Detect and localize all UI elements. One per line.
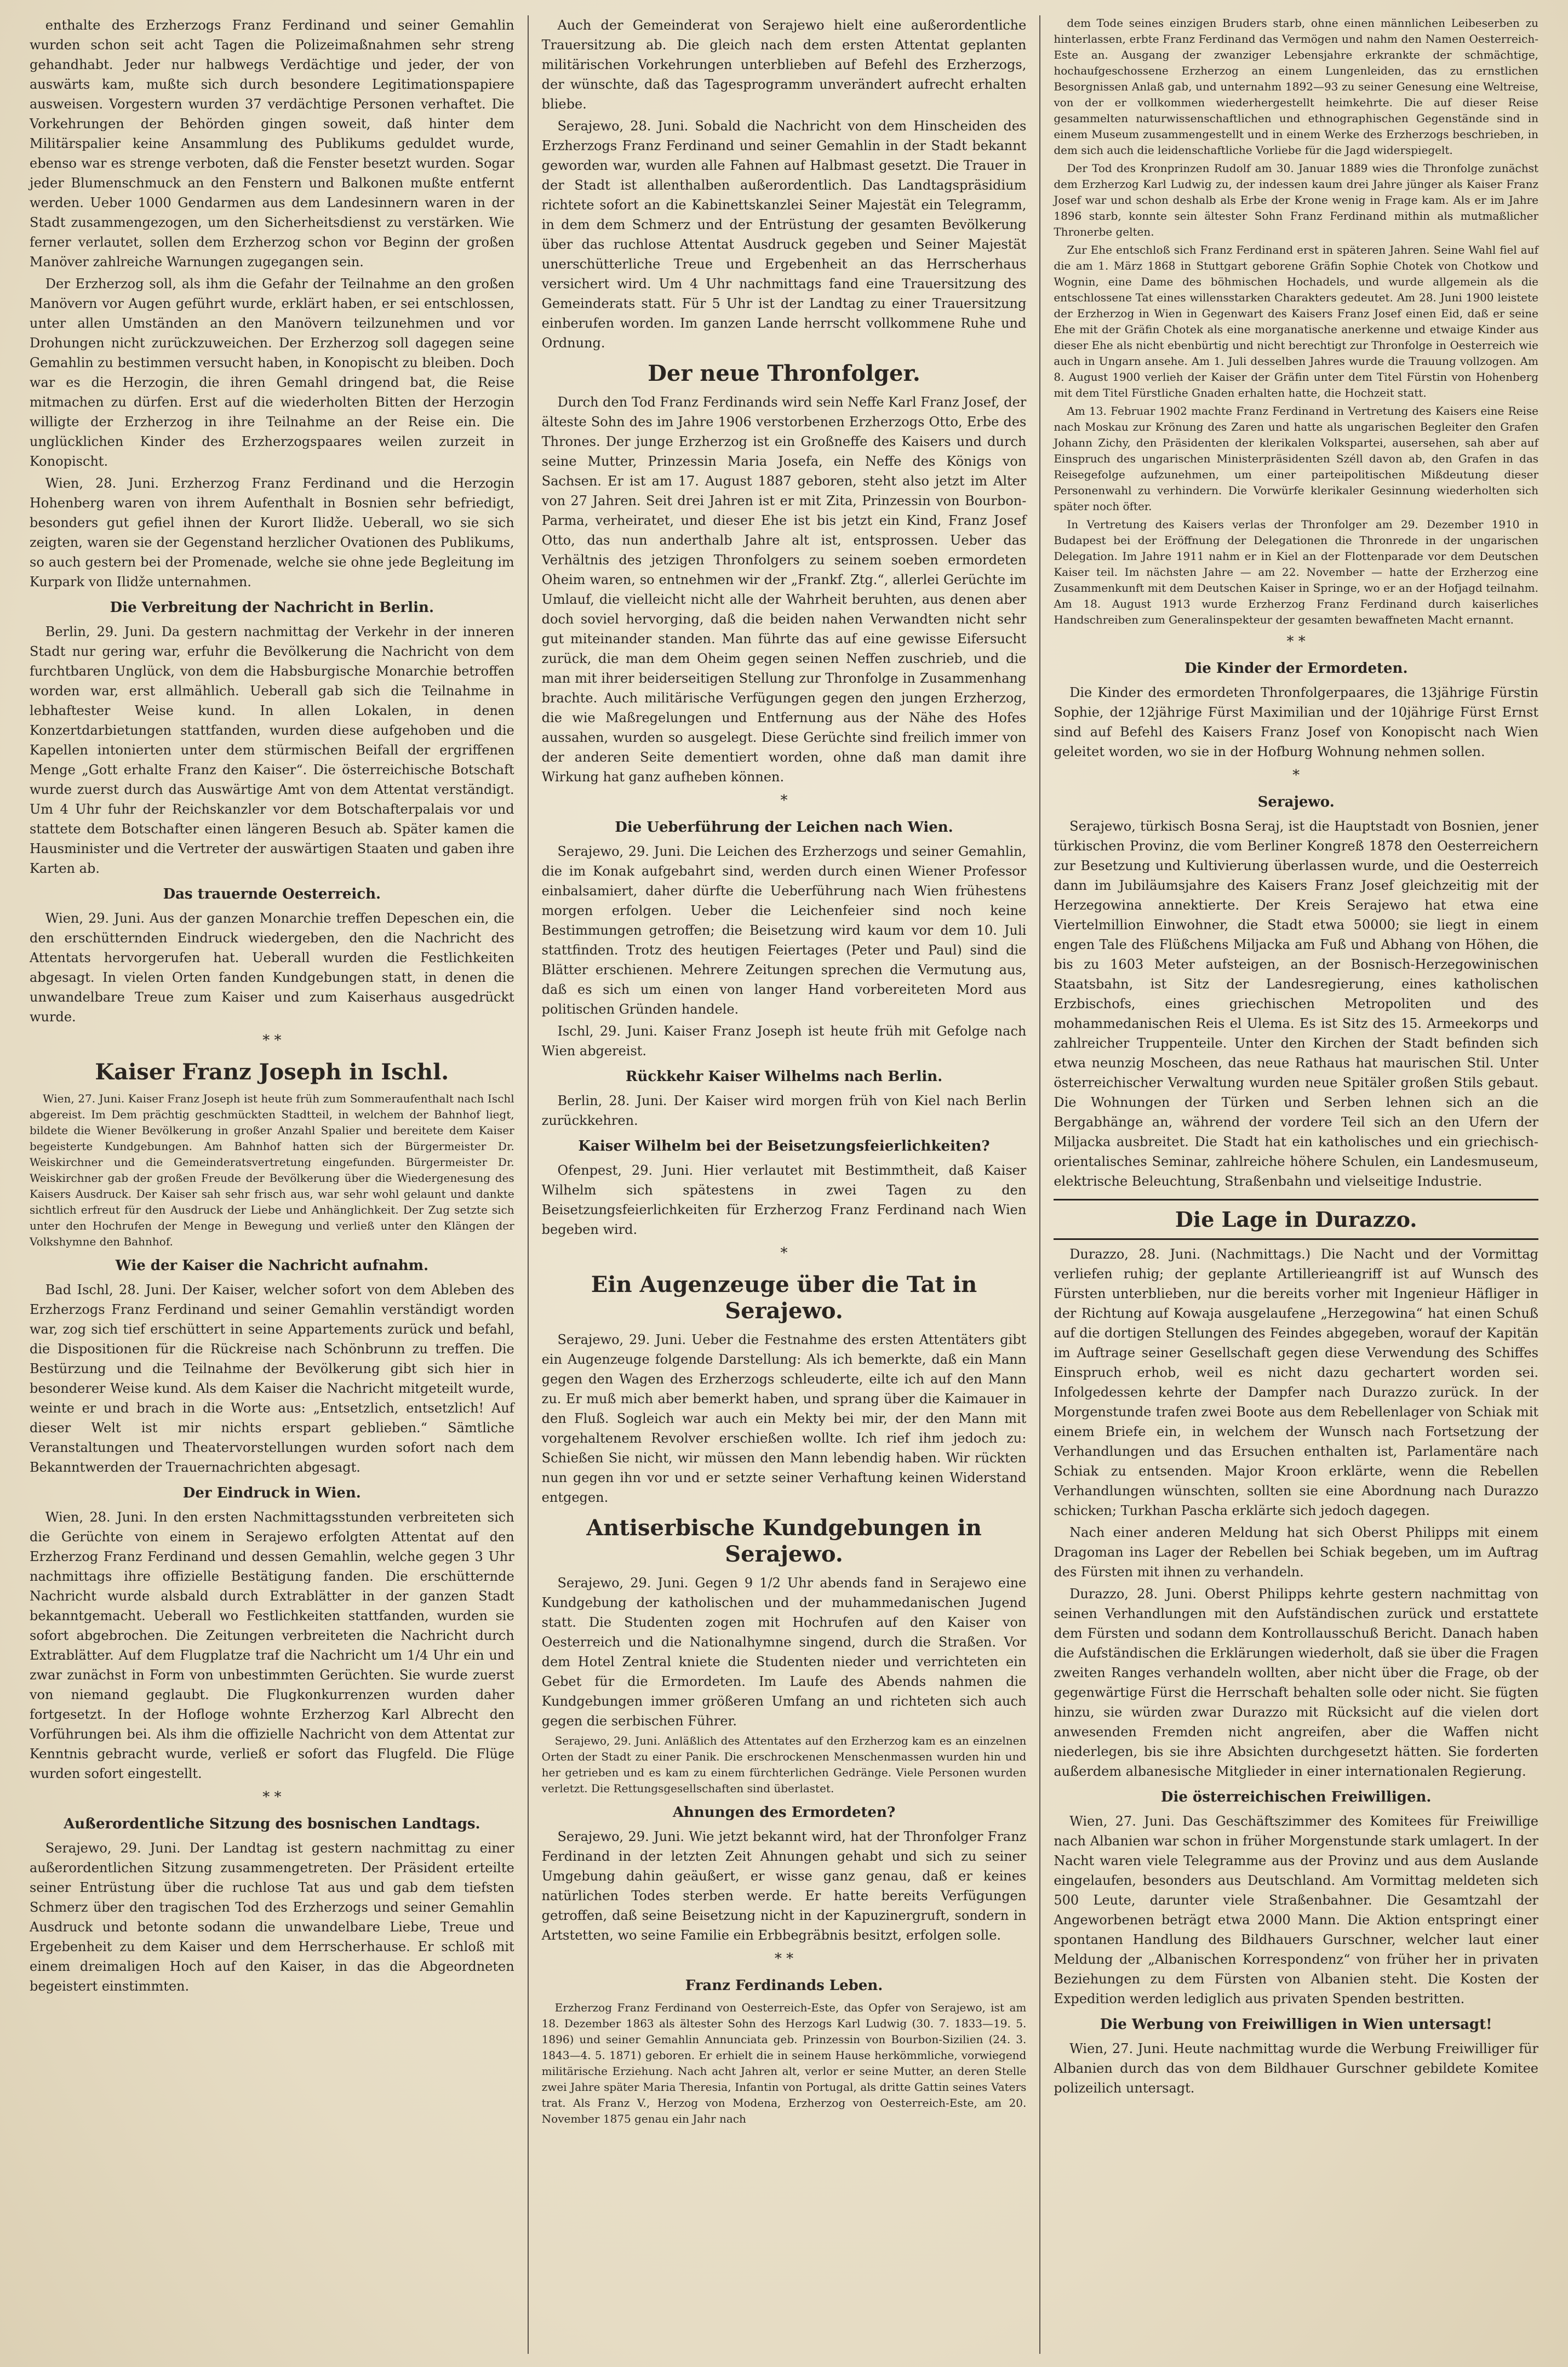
section-heading: Serajewo.	[1257, 794, 1335, 810]
section-heading: Die Ueberführung der Leichen nach Wien.	[615, 819, 953, 836]
section-heading: Die österreichischen Freiwilligen.	[1160, 1789, 1432, 1805]
separator-stars: *	[1292, 767, 1300, 784]
headline: Die Lage in Durazzo.	[1054, 1199, 1538, 1240]
section-heading: Der Eindruck in Wien.	[182, 1485, 361, 1501]
article-text: Serajewo, 29. Juni. Die Leichen des Erzherzogs und seiner Gemahlin, die im Konak aufgebahrt sind, werden durch einen Wiener Professor einbalsamiert, daher dürfte die Ueberführung nach Wien frühestens morgen erfolgen. Ueber die Leichenfeier sind noch keine Bestimmungen getroffen; die Beisetzung wird kaum vor dem 10. Juli stattfinden. Trotz des heutigen Feiertages (Peter und Paul) sind die Blätter erschienen. Mehrere Zeitungen sprechen die Vermutung aus, daß es sich um einen von langer Hand vorbereiteten Mord aus politischen Gründen handele.	[541, 844, 1027, 1017]
article-text: Die Kinder des ermordeten Thronfolgerpaares, die 13jährige Fürstin Sophie, der 12jährige Fürst Maximilian und der 10jährige Fürst Ernst sind auf Befehl des Kaisers Franz Josef von Konopischt nach Wien geleitet worden, wo sie in der Hofburg Wohnung nehmen sollen.	[1054, 685, 1539, 759]
article-text: Der Tod des Kronprinzen Rudolf am 30. Januar 1889 wies die Thronfolge zunächst dem Erzherzog Karl Ludwig zu, der indessen kaum drei Jahre jünger als Kaiser Franz Josef war und schon deshalb als Erbe der Krone wenig in Frage kam. Als er im Jahre 1896 starb, konnte sein ältester Sohn Franz Ferdinand mithin als mutmaßlicher Thronerbe gelten.	[1054, 162, 1539, 238]
column-1	[16, 15, 528, 2354]
column-3	[1040, 15, 1552, 2354]
article-text: Berlin, 29. Juni. Da gestern nachmittag der Verkehr in der inneren Stadt nur gering war, erfuhr die Bevölkerung die Nachricht von dem furchtbaren Unglück, von dem die Habsburgische Monarchie betroffen worden war, erst allmählich. Ueberall gab sich die Teilnahme in lebhaftester Weise kund. In allen Lokalen, in denen Konzertdarbietungen stattfanden, wurden diese aufgehoben und die Kapellen intonierten unter dem stürmischen Beifall der ergriffenen Menge „Gott erhalte Franz den Kaiser“. Die österreichische Botschaft wurde zuerst durch das Auswärtige Amt von dem Attentat verständigt. Um 4 Uhr fuhr der Reichskanzler vor dem Botschafterpalais vor und stattete dem Botschafter einen längeren Besuch ab. Später kamen die Hausminister und die Vertreter der auswärtigen Staaten und gaben ihre Karten ab.	[30, 624, 514, 876]
article-text: Ofenpest, 29. Juni. Hier verlautet mit Bestimmtheit, daß Kaiser Wilhelm sich spätestens in zwei Tagen zu den Beisetzungsfeierlichkeiten für Erzherzog Franz Ferdinand nach Wien begeben wird.	[541, 1163, 1027, 1237]
separator-stars: * *	[1286, 633, 1306, 650]
article-text: Serajewo, 29. Juni. Gegen 9 1/2 Uhr abends fand in Serajewo eine Kundgebung der katholischen und der muhammedanischen Jugend statt. Die Studenten zogen mit Hochrufen auf den Kaiser von Oesterreich und die Nationalhymne singend, durch die Straßen. Vor dem Hotel Zentral kniete die Studenten nieder und verrichteten ein Gebet für die Ermordeten. Im Laufe des Abends nahmen die Kundgebungen immer größeren Umfang an und richteten sich auch gegen die serbischen Führer.	[541, 1575, 1027, 1729]
article-text: Wien, 27. Juni. Kaiser Franz Joseph ist heute früh zum Sommeraufenthalt nach Ischl abgereist. Im Dem prächtig geschmückten Stadtteil, in welchem der Bahnhof liegt, bildete die Wiener Bevölkerung in großer Anzahl Spalier und bereitete dem Kaiser begeisterte Kundgebungen. Am Bahnhof hatten sich der Bürgermeister Dr. Weiskirchner und die Gemeinderatsvertretung eingefunden. Bürgermeister Dr. Weiskirchner gab der großen Freude der Bevölkerung über die Wiedergenesung des Kaisers Ausdruck. Der Kaiser sah sehr frisch aus, war sehr wohl gelaunt und dankte sichtlich erfreut für den Ausdruck der Liebe und Anhänglichkeit. Der Zug setzte sich unter den Hochrufen der Menge in Bewegung und verließ unter den Klängen der Volkshymne den Bahnhof.	[30, 1092, 514, 1248]
article-text: Ischl, 29. Juni. Kaiser Franz Joseph ist heute früh mit Gefolge nach Wien abgereist.	[541, 1024, 1027, 1059]
section-heading: Rückkehr Kaiser Wilhelms nach Berlin.	[625, 1068, 943, 1085]
article-text: Wien, 28. Juni. In den ersten Nachmittagsstunden verbreiteten sich die Gerüchte von einem in Serajewo erfolgten Attentat auf den Erzherzog Franz Ferdinand und dessen Gemahlin, welche gegen 3 Uhr nachmittags ihre offizielle Bestätigung fanden. Die erschütternde Nachricht wurde alsbald durch Extrablätter in der ganzen Stadt bekanntgemacht. Ueberall wo Festlichkeiten stattfanden, wurden sie sofort abgebrochen. Die Zeitungen verbreiteten die Nachricht durch Extrablätter. Auf dem Flugplatze traf die Nachricht um 1/4 Uhr ein und zwar zunächst in Form von unbestimmten Gerüchten. Sie wurde zuerst von niemand geglaubt. Die Flugkonkurrenzen wurden daher fortgesetzt. In der Hofloge wohnte Erzherzog Karl Albrecht den Vorführungen bei. Als ihm die offizielle Nachricht von dem Attentat zur Kenntnis gebracht wurde, verließ er sofort das Flugfeld. Die Flüge wurden sofort eingestellt.	[30, 1510, 514, 1781]
article-text: Der Erzherzog soll, als ihm die Gefahr der Teilnahme an den großen Manövern vor Augen geführt wurde, erklärt haben, er sei entschlossen, unter allen Umständen an den Manövern teilzunehmen und vor Drohungen nicht zurückzuweichen. Der Erzherzog soll dagegen seine Gemahlin zu bestimmen versucht haben, in Konopischt zu bleiben. Doch war es die Herzogin, die ihren Gemahl dringend bat, die Reise mitmachen zu dürfen. Erst auf die wiederholten Bitten der Herzogin willigte der Erzherzog in ihre Teilnahme an der Reise ein. Die unglücklichen Kinder des Erzherzogspaares weilen zurzeit in Konopischt.	[30, 276, 514, 469]
article-text: Auch der Gemeinderat von Serajewo hielt eine außerordentliche Trauersitzung ab. Die gleich nach dem ersten Attentat geplanten militärischen Vorkehrungen unterblieben auf Befehl des Erzherzogs, der wünschte, daß das Tagesprogramm unverändert aufrecht erhalten bliebe.	[541, 18, 1027, 112]
separator-stars: * *	[262, 1032, 282, 1049]
article-text: Durch den Tod Franz Ferdinands wird sein Neffe Karl Franz Josef, der älteste Sohn des im Jahre 1906 verstorbenen Erzherzogs Otto, Erbe des Thrones. Der junge Erzherzog ist ein Großneffe des Kaisers und durch seine Mutter, Prinzessin Maria Josefa, ein Neffe des Königs von Sachsen. Er ist am 17. August 1887 geboren, steht also jetzt im Alter von 27 Jahren. Seit drei Jahren ist er mit Zita, Prinzessin von Bourbon-Parma, verheiratet, und dieser Ehe ist bis jetzt ein Kind, Franz Josef Otto, das nun anderthalb Jahre alt ist, entsprossen. Ueber das Verhältnis des jetzigen Thronfolgers zu seinem soeben ermordeten Oheim waren, so entnehmen wir der „Frankf. Ztg.“, allerlei Gerüchte im Umlauf, die vielleicht nicht alle der Wahrheit beruhten, aus denen aber doch soviel hervorging, daß die beiden nahen Verwandten nicht sehr gut miteinander standen. Man führte das auf eine gewisse Eifersucht zurück, die man dem Oheim gegen seinen Neffen zuschrieb, und die man mit ihrer beiderseitigen Stellung zur Thronfolge in Zusammenhang brachte. Auch militärische Verfügungen gegen den jungen Erzherzog, die wie Maßregelungen und Entfernung aus der Nähe des Hofes aussahen, wurden so ausgelegt. Diese Gerüchte sind freilich immer von der anderen Seite dementiert worden, ohne daß man damit ihre Wirkung hat ganz aufheben können.	[541, 395, 1027, 785]
article-text: dem Tode seines einzigen Bruders starb, ohne einen männlichen Leibeserben zu hinterlassen, erbte Franz Ferdinand das Vermögen und nahm den Namen Oesterreich-Este an. Ausgang der zwanziger Lebensjahre erkrankte der schmächtige, hochaufgeschossene Erzherzog an einem Lungenleiden, das zu ernstlichen Besorgnissen Anlaß gab, und unternahm 1892—93 zu seiner Genesung eine Weltreise, von der er vollkommen wiederhergestellt heimkehrte. Die auf dieser Reise gesammelten naturwissenschaftlichen und ethnographischen Gegenstände sind in einem Museum zusammengestellt und in einem Werke des Erzherzogs beschrieben, in dem sich auch die leidenschaftliche Vorliebe für die Jagd widerspiegelt.	[1054, 16, 1539, 157]
article-text: Bad Ischl, 28. Juni. Der Kaiser, welcher sofort von dem Ableben des Erzherzogs Franz Ferdinand und seiner Gemahlin verständigt worden war, zog sich tief erschüttert in seine Appartements zurück und befahl, die Dispositionen für die Rückreise nach Schönbrunn zu treffen. Die Bestürzung und die Teilnahme der Bevölkerung gibt sich hier in besonderer Weise kund. Als dem Kaiser die Nachricht mitgeteilt wurde, weinte er und brach in die Worte aus: „Entsetzlich, entsetzlich! Auf dieser Welt ist mir nichts erspart geblieben.“ Sämtliche Veranstaltungen und Theatervorstellungen wurden sofort nach dem Bekanntwerden der Trauernachrichten abgesagt.	[30, 1282, 514, 1475]
separator-stars: * *	[774, 1951, 794, 1967]
article-text: Wien, 27. Juni. Das Geschäftszimmer des Komitees für Freiwillige nach Albanien war schon in früher Morgenstunde stark umlagert. In der Nacht waren viele Telegramme aus der Provinz und aus dem Auslande eingelaufen, besonders aus Deutschland. Am Vormittag meldeten sich 500 Leute, darunter viele Straßenbahner. Die Gesamtzahl der Angeworbenen beträgt etwa 2000 Mann. Die Aktion entspringt einer spontanen Handlung des Bildhauers Gurschner, welcher laut einer Meldung der „Albanischen Korrespondenz“ von früher her in privaten Beziehungen zu dem Fürsten von Albanien steht. Die Kosten der Expedition werden lediglich aus privaten Spenden bestritten.	[1054, 1814, 1539, 2006]
article-text: Durazzo, 28. Juni. (Nachmittags.) Die Nacht und der Vormittag verliefen ruhig; der geplante Artillerieangriff ist auf Wunsch des Fürsten unterblieben, nur die bereits vorher mit Ingenieur Häfliger in der Richtung auf Kowaja ausgelaufene „Herzegowina“ hat einen Schuß auf die dortigen Stellungen des Feindes abgegeben, worauf der Kapitän im Auftrage seiner Gesellschaft gegen diese Verwendung des Schiffes Einspruch erhob, weil es nicht dazu gechartert worden sei. Infolgedessen kehrte der Dampfer nach Durazzo zurück. In der Morgenstunde trafen zwei Boote aus dem Rebellenlager von Schiak mit einem Briefe ein, in welchem der Wunsch nach Fortsetzung der Verhandlungen und das Ersuchen enthalten ist, Parlamentäre nach Schiak zu entsenden. Major Kroon erklärte, wenn die Rebellen Verhandlungen wünschten, sollten sie eine Abordnung nach Durazzo schicken; Turkhan Pascha erklärte sich jedoch dagegen.	[1054, 1247, 1539, 1518]
headline: Kaiser Franz Joseph in Ischl.	[95, 1059, 449, 1085]
article-text: Serajewo, 29. Juni. Wie jetzt bekannt wird, hat der Thronfolger Franz Ferdinand in der letzten Zeit Ahnungen gehabt und sich zu seiner Umgebung dahin geäußert, er wisse ganz genau, daß er keines natürlichen Todes sterben werde. Er hatte bereits Verfügungen getroffen, daß seine Beisetzung nicht in der Kapuzinergruft, sondern in Artstetten, wo seine Familie ein Erbbegräbnis besitzt, erfolgen solle.	[541, 1829, 1027, 1943]
article-text: In Vertretung des Kaisers verlas der Thronfolger am 29. Dezember 1910 in Budapest bei der Eröffnung der Delegationen die Thronrede in der ungarischen Delegation. Im Jahre 1911 nahm er in Kiel an der Flottenparade vor dem Deutschen Kaiser teil. Im nächsten Jahre — am 22. November — hatte der Erzherzog eine Zusammenkunft mit dem Deutschen Kaiser in Springe, wo er an der Hofjagd teilnahm. Am 18. August 1913 wurde Erzherzog Franz Ferdinand durch kaiserliches Handschreiben zum Generalinspekteur der gesamten bewaffneten Macht ernannt.	[1054, 518, 1539, 626]
section-heading: Die Verbreitung der Nachricht in Berlin.	[110, 599, 434, 616]
section-heading: Das trauernde Oesterreich.	[163, 886, 381, 902]
section-heading: Wie der Kaiser die Nachricht aufnahm.	[115, 1257, 429, 1274]
section-heading: Ahnungen des Ermordeten?	[672, 1804, 896, 1821]
article-text: Serajewo, 29. Juni. Ueber die Festnahme des ersten Attentäters gibt ein Augenzeuge folgende Darstellung: Als ich bemerkte, daß ein Mann gegen den Wagen des Erzherzogs schleuderte, eilte ich auf den Mann zu. Er muß mich aber bemerkt haben, und sprang über die Kaimauer in den Fluß. Sogleich war auch ein Mekty bei mir, der den Mann mit vorgehaltenem Revolver erschießen wollte. Ich rief ihm jedoch zu: Schießen Sie nicht, wir müssen den Mann lebendig haben. Wir rückten nun gegen ihn vor und er setzte seiner Verhaftung keinen Widerstand entgegen.	[541, 1332, 1027, 1505]
article-text: enthalte des Erzherzogs Franz Ferdinand und seiner Gemahlin wurden schon seit acht Tagen die Polizeimaßnahmen sehr streng gehandhabt. Jeder nur halbwegs Verdächtige und jeder, der von auswärts kam, mußte sich durch besondere Legitimationspapiere ausweisen. Vorgestern wurden 37 verdächtige Personen verhaftet. Die Vorkehrungen der Behörden gingen soweit, daß hinter dem Militärspalier keine Ansammlung des Publikums geduldet wurde, ebenso war es strenge verboten, daß die Fenster besetzt wurden. Sogar jeder Blumenschmuck an den Fenstern und Balkonen mußte entfernt werden. Ueber 1000 Gendarmen aus dem Landesinnern waren in der Stadt zusammengezogen, um den Sicherheitsdienst zu verstärken. Wie ferner verlautet, sollen dem Erzherzog schon vor Beginn der großen Manöver zahlreiche Warnungen zugegangen sein.	[30, 18, 514, 270]
article-text: Serajewo, türkisch Bosna Seraj, ist die Hauptstadt von Bosnien, jener türkischen Provinz, die vom Berliner Kongreß 1878 den Oesterreichern zur Besetzung und Kultivierung überlassen wurde, und die Oesterreich dann im Jubiläumsjahre des Kaisers Franz Josef gleichzeitig mit der Herzegowina annektierte. Der Kreis Serajewo hat etwa eine Viertelmillion Einwohner, die Stadt etwa 50000; sie liegt in einem engen Tale des Flüßchens Miljacka am Fuß und Abhang von Höhen, die bis zu 1603 Meter aufsteigen, an der Bosnisch-Herzegowinischen Staatsbahn, ist Sitz der Landesregierung, eines katholischen Erzbischofs, eines griechischen Metropoliten und des mohammedanischen Reis el Ulema. Es ist Sitz des 15. Armeekorps und zahlreicher Truppenteile. Unter den Kirchen der Stadt befinden sich etwa neunzig Moscheen, das neue Rathaus hat maurischen Stil. Unter österreichischer Verwaltung wurden neue Spitäler großen Stils gebaut. Die Wohnungen der Türken und Serben lehnen sich an die Bergabhänge an, während der vordere Teil sich an den Ufern der Miljacka ausbreitet. Die Stadt hat ein katholisches und ein griechisch-orientalisches Seminar, zahlreiche höhere Schulen, ein Landesmuseum, elektrische Beleuchtung, Straßenbahn und vielseitige Industrie.	[1054, 819, 1539, 1189]
column-2	[529, 15, 1040, 2354]
article-text: Wien, 28. Juni. Erzherzog Franz Ferdinand und die Herzogin Hohenberg waren von ihrem Aufenthalt in Bosnien sehr befriedigt, besonders gut gefiel ihnen der Kurort Ilidže. Ueberall, wo sie sich zeigten, waren sie der Gegenstand herzlicher Ovationen des Publikums, so auch gestern bei der Promenade, welche sie ohne jede Begleitung im Kurpark von Ilidže unternahmen.	[30, 476, 514, 590]
article-text: Serajewo, 29. Juni. Anläßlich des Attentates auf den Erzherzog kam es an einzelnen Orten der Stadt zu einer Panik. Die erschrockenen Menschenmassen wurden hin und her getrieben und es kam zu einem fürchterlichen Gedränge. Viele Personen wurden verletzt. Die Rettungsgesellschaften sind überlastet.	[541, 1734, 1027, 1795]
section-heading: Die Werbung von Freiwilligen in Wien untersagt!	[1100, 2016, 1492, 2033]
article-text: Zur Ehe entschloß sich Franz Ferdinand erst in späteren Jahren. Seine Wahl fiel auf die am 1. März 1868 in Stuttgart geborene Gräfin Sophie Chotek von Chotkow und Wognin, eine Dame des böhmischen Hochadels, und wurde allgemein als die entschlossene Tat eines willensstarken Charakters gedeutet. Am 28. Juni 1900 leistete der Erzherzog in Wien in Gegenwart des Kaisers Franz Josef einen Eid, daß er seine Ehe mit der Gräfin Chotek als eine morganatische anerkenne und etwaige Kinder aus dieser Ehe als nicht ebenbürtig und nicht berechtigt zur Thronfolge in Oesterreich wie auch in Ungarn ansehe. Am 1. Juli desselben Jahres wurde die Trauung vollzogen. Am 8. August 1900 verlieh der Kaiser der Gräfin unter dem Titel Fürstin von Hohenberg mit dem Titel Fürstliche Gnaden erhalten hatte, die Hochzeit statt.	[1054, 243, 1539, 399]
headline: Ein Augenzeuge über die Tat in Serajewo.	[591, 1272, 977, 1324]
section-heading: Franz Ferdinands Leben.	[685, 1977, 883, 1994]
article-text: Wien, 27. Juni. Heute nachmittag wurde die Werbung Freiwilliger für Albanien durch das von dem Bildhauer Gurschner gebildete Komitee polizeilich untersagt.	[1054, 2041, 1539, 2096]
article-text: Am 13. Februar 1902 machte Franz Ferdinand in Vertretung des Kaisers eine Reise nach Moskau zur Krönung des Zaren und hatte als ungarischen Begleiter den Grafen Johann Zichy, den Präsidenten der klerikalen Volkspartei, ausersehen, sah aber auf Einspruch des ungarischen Ministerpräsidenten Széll davon ab, den Grafen in das Reisegefolge aufzunehmen, um einer parteipolitischen Mißdeutung dieser Personenwahl zu verhindern. Die Vorwürfe klerikaler Gesinnung wiederholten sich später noch öfter.	[1054, 404, 1539, 513]
article-text: Erzherzog Franz Ferdinand von Oesterreich-Este, das Opfer von Serajewo, ist am 18. Dezember 1863 als ältester Sohn des Herzogs Karl Ludwig (30. 7. 1833—19. 5. 1896) und seiner Gemahlin Annunciata geb. Prinzessin von Bourbon-Sizilien (24. 3. 1843—4. 5. 1871) geboren. Er erhielt die in seinem Hause herkömmliche, vorwiegend militärische Erziehung. Nach acht Jahren alt, verlor er seine Mutter, an deren Stelle zwei Jahre später Maria Theresia, Infantin von Portugal, als dritte Gattin seines Vaters trat. Als Franz V., Herzog von Modena, Erzherzog von Oesterreich-Este, am 20. November 1875 genau ein Jahr nach	[541, 2001, 1027, 2125]
separator-stars: *	[780, 792, 788, 809]
article-text: Serajewo, 29. Juni. Der Landtag ist gestern nachmittag zu einer außerordentlichen Sitzung zusammengetreten. Der Präsident erteilte seiner Entrüstung über die ruchlose Tat aus und gab dem tiefsten Schmerz über den tragischen Tod des Erzherzogs und seiner Gemahlin Ausdruck und betonte sodann die unwandelbare Liebe, Treue und Ergebenheit zu dem Kaiser und dem Herrscherhause. Er schloß mit einem dreimaligen Hoch auf den Kaiser, in das die Abgeordneten begeistert einstimmten.	[30, 1840, 514, 1994]
article-text: Nach einer anderen Meldung hat sich Oberst Philipps mit einem Dragoman ins Lager der Rebellen bei Schiak begeben, um im Auftrag des Fürsten mit ihnen zu verhandeln.	[1054, 1525, 1539, 1580]
section-heading: Kaiser Wilhelm bei der Beisetzungsfeierlichkeiten?	[578, 1138, 990, 1154]
article-text: Durazzo, 28. Juni. Oberst Philipps kehrte gestern nachmittag von seinen Verhandlungen mit den Aufständischen zurück und erstattete dem Fürsten und sodann dem Kontrollausschuß Bericht. Danach haben die Aufständischen die Erklärungen wiederholt, daß sie über die Fragen zweiten Ranges verhandeln wollten, aber nicht über die Frage, ob der gegenwärtige Fürst die Herrschaft behalten solle oder nicht. Sie fügten hinzu, sie würden zwar Durazzo mit Rücksicht auf die vielen dort anwesenden Fremden nicht angreifen, aber die Waffen nicht niederlegen, bis sie ihre Absichten durchgesetzt hätten. Sie forderten außerdem albanesische Mitglieder in einer internationalen Regierung.	[1054, 1586, 1539, 1779]
article-text: Berlin, 28. Juni. Der Kaiser wird morgen früh von Kiel nach Berlin zurückkehren.	[541, 1093, 1027, 1128]
headline: Der neue Thronfolger.	[648, 361, 920, 386]
headline: Antiserbische Kundgebungen in Serajewo.	[586, 1515, 982, 1567]
section-heading: Außerordentliche Sitzung des bosnischen Landtags.	[64, 1816, 480, 1832]
article-text: Wien, 29. Juni. Aus der ganzen Monarchie treffen Depeschen ein, die den erschütternden Eindruck wiedergeben, den die Nachricht des Attentats hervorgerufen hat. Ueberall wurden die Festlichkeiten abgesagt. In vielen Orten fanden Kundgebungen statt, in denen die unwandelbare Treue zum Kaiser und zum Kaiserhaus ausgedrückt wurde.	[30, 911, 514, 1025]
separator-stars: *	[780, 1245, 788, 1261]
separator-stars: * *	[262, 1789, 282, 1805]
section-heading: Die Kinder der Ermordeten.	[1184, 660, 1408, 677]
article-text: Serajewo, 28. Juni. Sobald die Nachricht von dem Hinscheiden des Erzherzogs Franz Ferdinand und seiner Gemahlin in der Stadt bekannt geworden war, wurden alle Fahnen auf Halbmast gesetzt. Die Trauer in der Stadt ist allenthalben außerordentlich. Das Landtagspräsidium richtete sofort an die Kabinettskanzlei Seiner Majestät ein Telegramm, in dem dem Schmerz und der Entrüstung der gesamten Bevölkerung über das ruchlose Attentat Ausdruck gegeben und Seiner Majestät unerschütterliche Treue und Ergebenheit an das Herrscherhaus versichert wird. Um 4 Uhr nachmittags fand eine Trauersitzung des Gemeinderats statt. Für 5 Uhr ist der Landtag zu einer Trauersitzung einberufen worden. Im ganzen Lande herrscht vollkommene Ruhe und Ordnung.	[541, 118, 1027, 351]
column-layout	[16, 15, 1552, 2354]
